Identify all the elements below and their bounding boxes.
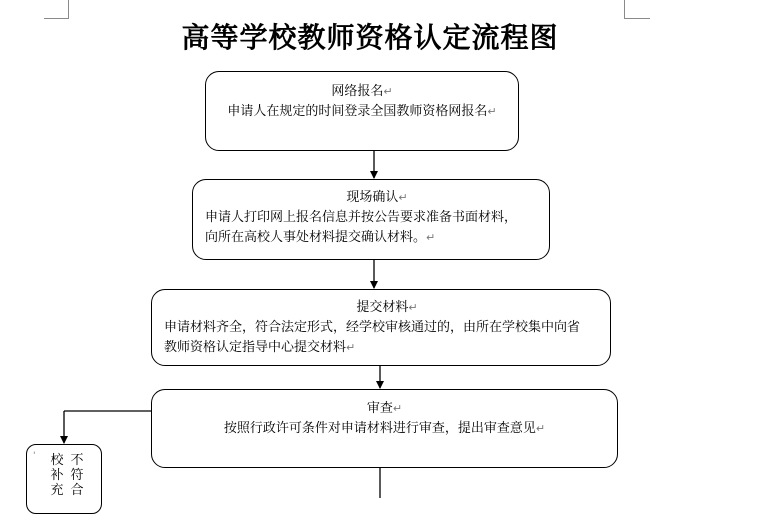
step-online-registration [205,71,519,151]
step-description-line-2: 教师资格认定指导中心提交材料↵ [164,340,356,355]
step-description-line-2: 向所在高校人事处材料提交确认材料。↵ [205,230,436,245]
step-submit-materials [151,289,611,366]
step-heading: 现场确认↵ [346,190,408,205]
step-description-line-1: 申请材料齐全，符合法定形式，经学校审核通过的，由所在学校集中向省 [164,320,581,335]
side-box-column-left: 校补充 [50,453,64,498]
side-box-noncompliant [26,444,102,514]
step-description-line-1: 申请人打印网上报名信息并按公告要求准备书面材料， [205,210,518,225]
step-description: 申请人在规定的时间登录全国教师资格网报名↵ [227,104,497,119]
step-heading: 网络报名↵ [331,84,393,99]
step-review [151,389,618,468]
step-heading: 提交材料↵ [356,300,418,315]
step-heading: 审查↵ [366,401,403,416]
side-box-column-right: 不符合 [70,453,84,498]
side-box-mark: ' [33,451,36,461]
step-description: 按照行政许可条件对申请材料进行审查，提出审查意见↵ [223,421,546,436]
page-title: 高等学校教师资格认定流程图 [181,21,559,54]
step-onsite-confirmation [192,179,550,260]
